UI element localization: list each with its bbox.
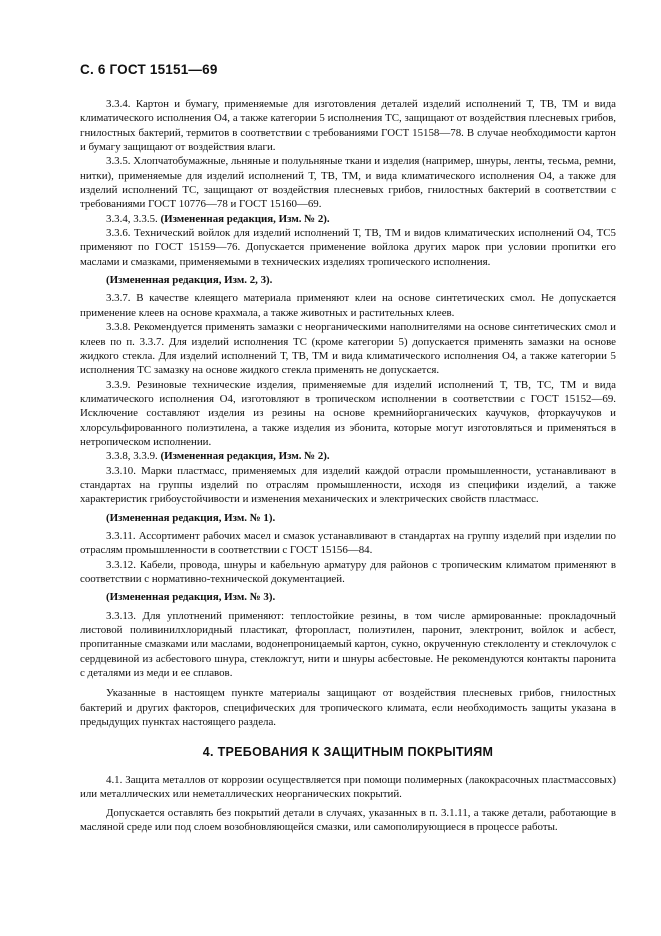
paragraph-4-1-note: Допускается оставлять без покрытий детали в случаях, указанных в п. 3.1.11, а также детали, работающие в масляной среде или под слоем возобновляющейся смазки, или самополирующиеся в процессе работы. bbox=[80, 806, 616, 834]
amendment-prefix: 3.3.4, 3.3.5. bbox=[106, 212, 158, 225]
amendment-note-3-3-10: (Измененная редакция, Изм. № 1). bbox=[106, 511, 276, 524]
amendment-note-3-3-4-3-3-5 bbox=[80, 212, 616, 226]
amendment-note-3-3-6: (Измененная редакция, Изм. 2, 3). bbox=[106, 274, 273, 287]
paragraph-3-3-12: 3.3.12. Кабели, провода, шнуры и кабельную арматуру для районов с тропическим климатом применяют в соответствии с нормативно-технической документацией. bbox=[80, 558, 616, 585]
paragraph-3-3-11: 3.3.11. Ассортимент рабочих масел и смазок устанавливают в стандартах на группу изделий при изделии по отраслям промышленности в соответствии с ГОСТ 15156—84. bbox=[80, 529, 616, 557]
amendment-note-3-3-12: (Измененная редакция, Изм. № 3). bbox=[106, 591, 276, 604]
paragraph-3-3-13: 3.3.13. Для уплотнений применяют: теплостойкие резины, в том числе армированные: прокладочный листовой поливинилхлоридный пластикат, фторопласт, полиэтилен, паронит, электронит, войлок и асбест, пропитанные смазками или маслами, водонепроницаемый картон, сукно, окрученную стеклоленту и стеклочулок с сердцевиной из асбестового шнура, стекложгут, нити и шнуры асбестовые. Не рекомендуются контакты паронита с деталями из меди и ее сплавов. bbox=[80, 609, 616, 680]
paragraph-4-1: 4.1. Защита металлов от коррозии осуществляется при помощи полимерных (лакокрасочных пластмассовых) или металлических или неметаллических неорганических покрытий. bbox=[80, 774, 616, 801]
amendment-prefix: 3.3.8, 3.3.9. bbox=[106, 450, 158, 463]
amendment-text: (Измененная редакция, Изм. № 2). bbox=[160, 212, 330, 225]
paragraph-materials-note: Указанные в настоящем пункте материалы защищают от воздействия плесневых грибов, гнилостных бактерий и других факторов, специфических для тропического климата, если необходимость защиты указана в предыдущих пунктах настоящего раздела. bbox=[80, 687, 616, 729]
section-3-body bbox=[80, 97, 616, 729]
paragraph-3-3-9: 3.3.9. Резиновые технические изделия, применяемые для изделий исполнений Т, ТВ, ТС, ТМ и вида климатического исполнения О4, изготовляют в тропическом исполнении в соответствии с ГОСТ 15152—69. Исключение составляют изделия из резины на основе кремнийорганических каучуков, фторкаучуков и хлорсульфированного полиэтилена, а также изделия из эбонита, которые могут изготовляться и применяться в нетропическом исполнении. bbox=[80, 378, 616, 448]
paragraph-3-3-6: 3.3.6. Технический войлок для изделий исполнений Т, ТВ, ТМ и видов климатических исполнений О4, ТС5 применяют по ГОСТ 15159—76. Допускается применение войлока других марок при условии пропитки его маслами и смазками, применяемыми в технических изделиях тропического исполнения. bbox=[80, 227, 616, 268]
paragraph-3-3-10: 3.3.10. Марки пластмасс, применяемых для изделий каждой отрасли промышленности, устанавливают в стандартах на группы изделий по отраслям промышленности, исходя из специфики изделий, а также характеристик грибоустойчивости и изменения механических и электрических свойств пластмасс. bbox=[80, 464, 616, 506]
paragraph-3-3-4: 3.3.4. Картон и бумагу, применяемые для изготовления деталей изделий исполнений Т, ТВ, ТМ и вида климатического исполнения О4, а также категории 5 исполнения ТС, защищают от воздействия плесневых грибов, гнилостных бактерий, термитов в соответствии с требованиями ГОСТ 15158—78. В случае необходимости картон и бумагу защищают от воздействия влаги. bbox=[80, 98, 616, 154]
amendment-note-3-3-8-3-3-9 bbox=[80, 449, 616, 463]
paragraph-3-3-8: 3.3.8. Рекомендуется применять замазки с неорганическими наполнителями на основе синтетических смол и клеев по п. 3.3.7. Для изделий исполнения ТС (кроме категории 5) допускается применять замазки на основе жидкого стекла. Для изделий исполнений Т, ТВ, ТМ и вида климатического исполнения О4, а также категории 5 исполнения ТС замазку на основе жидкого стекла применять не допускается. bbox=[80, 321, 616, 377]
paragraph-3-3-5: 3.3.5. Хлопчатобумажные, льняные и полульняные ткани и изделия (например, шнуры, ленты, тесьма, ремни, нитки), применяемые для изделий исполнений Т, ТВ, ТМ, и вида климатического исполнения О4, а также для изделий исполнений ТС, защищают от воздействия плесневых грибов, гнилостных бактерий в соответствии с требованиями ГОСТ 10776—78 и ГОСТ 15160—69. bbox=[80, 155, 616, 211]
page-header: С. 6 ГОСТ 15151—69 bbox=[80, 62, 218, 77]
paragraph-3-3-7: 3.3.7. В качестве клеящего материала применяют клеи на основе синтетических смол. Не допускается применение клеев на основе крахмала, а также животных и растительных клеев. bbox=[80, 292, 616, 319]
section-4-body bbox=[80, 773, 616, 834]
amendment-text: (Измененная редакция, Изм. № 2). bbox=[160, 450, 330, 463]
section-4-title: 4. ТРЕБОВАНИЯ К ЗАЩИТНЫМ ПОКРЫТИЯМ bbox=[202, 745, 494, 759]
